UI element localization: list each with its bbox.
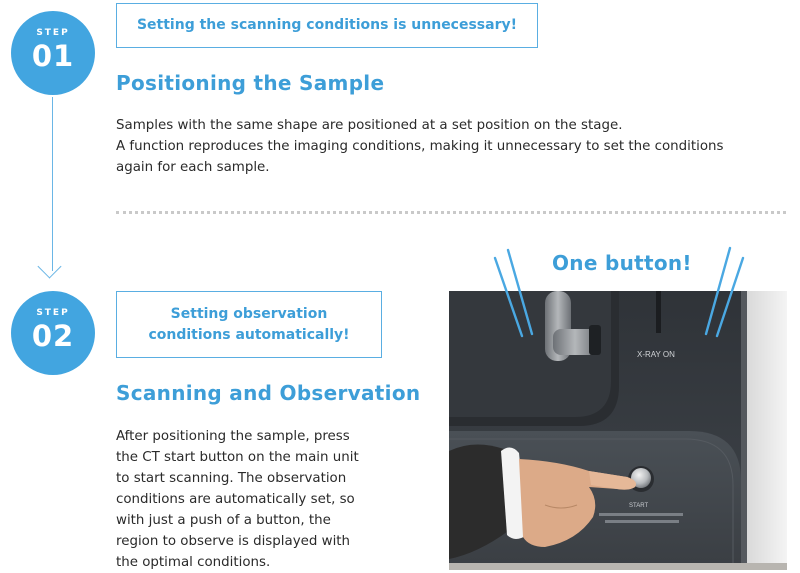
start-label: START	[629, 503, 649, 509]
step-label: STEP	[36, 308, 70, 318]
emphasis-rays	[480, 240, 780, 350]
step-number: 01	[31, 39, 75, 73]
body-line: to start scanning. The observation	[116, 471, 347, 486]
xray-on-label: X-RAY ON	[637, 350, 675, 359]
body-line: After positioning the sample, press	[116, 429, 350, 444]
step-01-callout-text: Setting the scanning conditions is unnecessary!	[136, 17, 518, 33]
one-button-callout: One button!	[552, 251, 692, 275]
step-02-callout-line: Setting observation	[170, 305, 328, 322]
body-line: with just a push of a button, the	[116, 513, 331, 528]
body-line: Samples with the same shape are positioned at a set position on the stage.	[116, 118, 623, 133]
step-01-badge	[11, 11, 95, 95]
step-01-callout	[116, 3, 538, 48]
step-connector-line	[52, 97, 53, 271]
body-line: again for each sample.	[116, 160, 270, 175]
body-line: A function reproduces the imaging conditions, making it unnecessary to set the conditions	[116, 139, 724, 154]
step-02-callout	[116, 291, 382, 358]
step-number: 02	[31, 319, 75, 353]
step-label: STEP	[36, 28, 70, 38]
step-02-heading: Scanning and Observation	[116, 381, 421, 405]
step-01-body	[116, 115, 786, 178]
step-01-heading: Positioning the Sample	[116, 71, 385, 95]
body-line: the CT start button on the main unit	[116, 450, 359, 465]
arrow-down-icon	[37, 254, 61, 278]
step-02-callout-line: conditions automatically!	[148, 326, 350, 343]
body-line: conditions are automatically set, so	[116, 492, 355, 507]
body-line: region to observe is displayed with	[116, 534, 351, 549]
section-divider	[116, 211, 786, 214]
step-02-badge	[11, 291, 95, 375]
body-line: the optimal conditions.	[116, 555, 271, 570]
step-02-body	[116, 426, 416, 573]
